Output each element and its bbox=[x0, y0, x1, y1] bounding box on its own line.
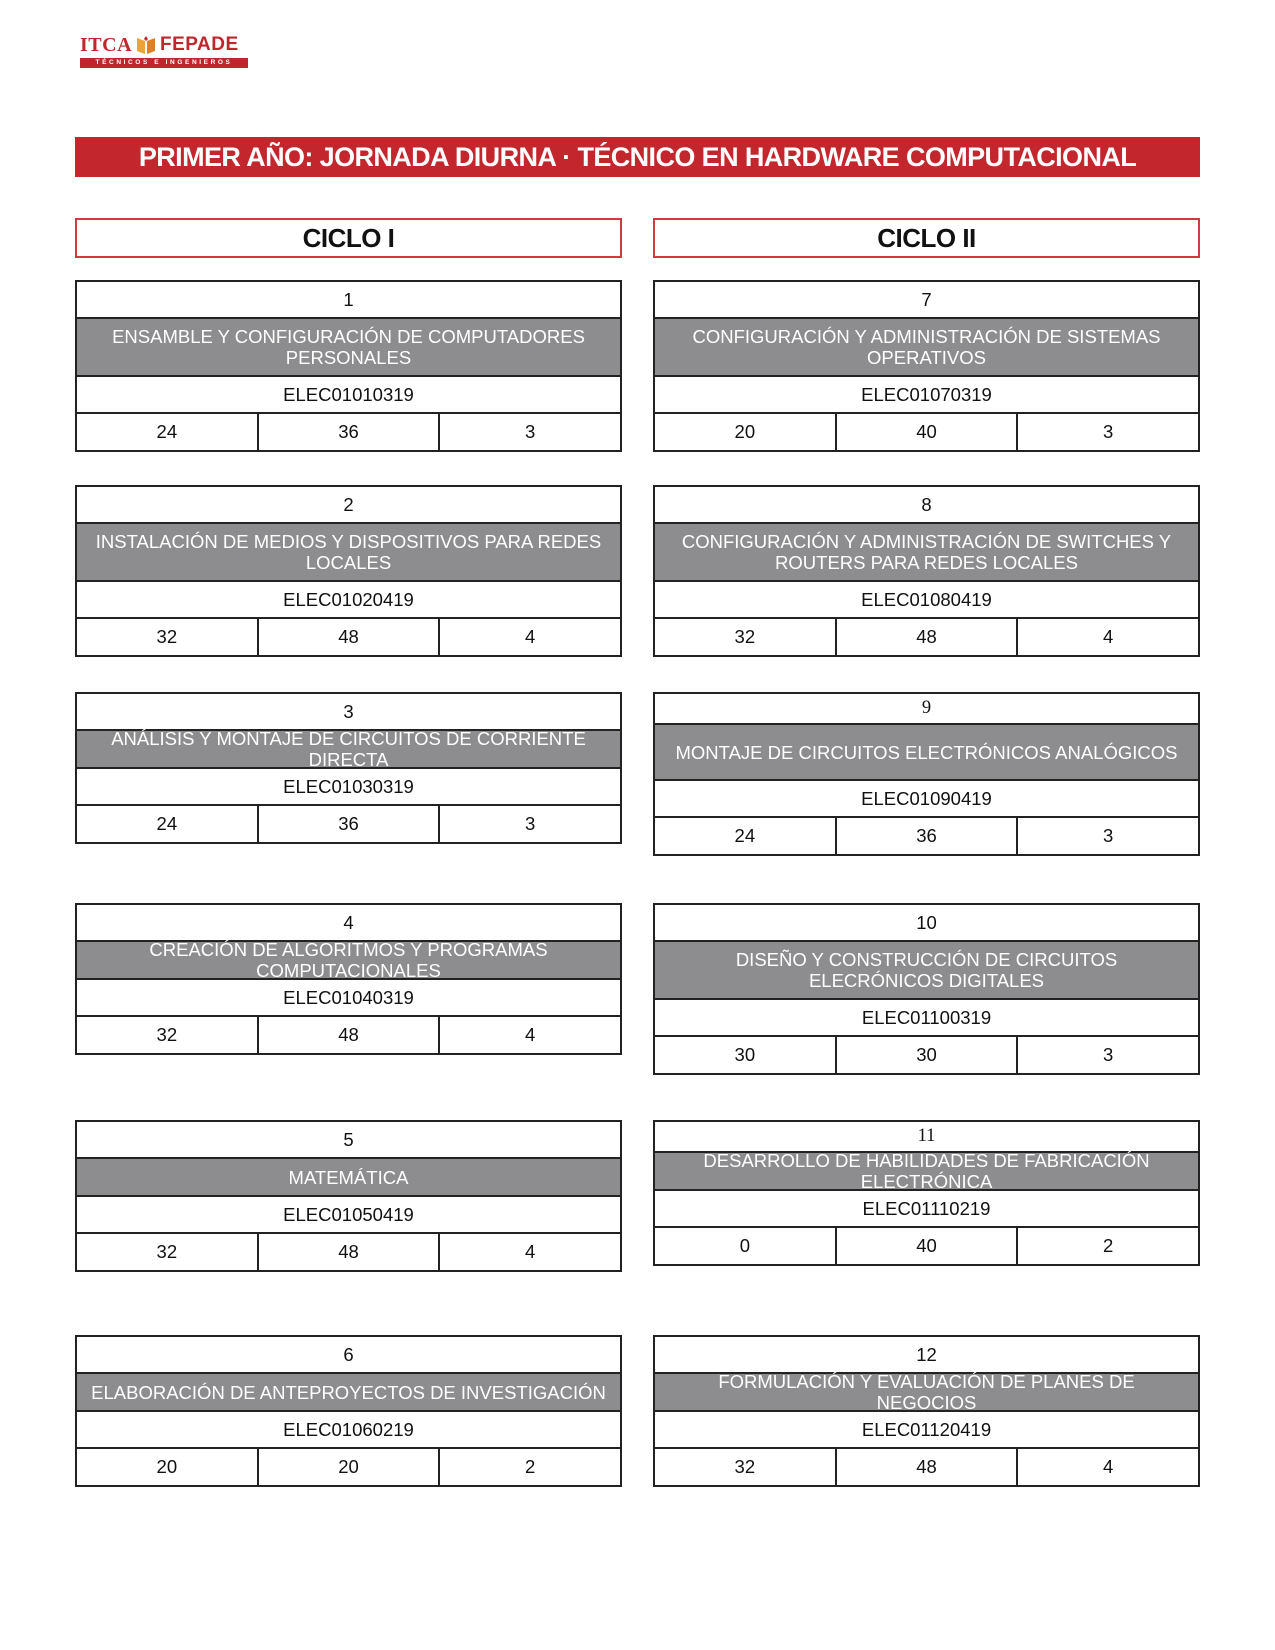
course-code: ELEC01100319 bbox=[655, 1000, 1198, 1037]
course-card bbox=[75, 280, 622, 452]
itca-fepade-logo bbox=[80, 34, 255, 68]
hours-value: 32 bbox=[655, 619, 837, 655]
units-value: 3 bbox=[1103, 825, 1114, 846]
course-name: ELABORACIÓN DE ANTEPROYECTOS DE INVESTIGACIÓN bbox=[77, 1374, 620, 1412]
course-hours bbox=[655, 1228, 1198, 1264]
units-value: 3 bbox=[1103, 421, 1114, 442]
hours-value: 40 bbox=[837, 1228, 1019, 1264]
course-hours bbox=[77, 1017, 620, 1053]
course-card bbox=[75, 1120, 622, 1272]
course-number: 2 bbox=[77, 487, 620, 524]
course-hours bbox=[77, 1234, 620, 1270]
course-hours bbox=[655, 619, 1198, 655]
course-code: ELEC01060219 bbox=[77, 1412, 620, 1449]
course-hours bbox=[77, 414, 620, 450]
course-number: 5 bbox=[77, 1122, 620, 1159]
cycle-2-header: CICLO II bbox=[653, 218, 1200, 258]
course-hours bbox=[77, 806, 620, 842]
hours-value: 36 bbox=[259, 414, 441, 450]
course-code: ELEC01110219 bbox=[655, 1191, 1198, 1228]
hours-value: 24 bbox=[655, 818, 837, 854]
units-value: 4 bbox=[525, 1241, 536, 1262]
course-hours bbox=[655, 1449, 1198, 1485]
course-name: CONFIGURACIÓN Y ADMINISTRACIÓN DE SISTEMAS OPERATIVOS bbox=[655, 319, 1198, 377]
hours-value: 48 bbox=[259, 1234, 441, 1270]
course-card bbox=[653, 692, 1200, 856]
hours-value: 0 bbox=[655, 1228, 837, 1264]
course-code: ELEC01070319 bbox=[655, 377, 1198, 414]
course-hours bbox=[655, 818, 1198, 854]
logo-fepade-text: FEPADE bbox=[160, 34, 239, 55]
course-hours bbox=[77, 1449, 620, 1485]
units-value: 3 bbox=[525, 421, 536, 442]
course-card bbox=[653, 1335, 1200, 1487]
units-value: 3 bbox=[525, 813, 536, 834]
course-name: ANÁLISIS Y MONTAJE DE CIRCUITOS DE CORRIENTE DIRECTA bbox=[77, 731, 620, 769]
course-card bbox=[653, 903, 1200, 1075]
course-number: 6 bbox=[77, 1337, 620, 1374]
hours-value: 40 bbox=[837, 414, 1019, 450]
course-hours bbox=[655, 1037, 1198, 1073]
book-emblem-icon bbox=[136, 35, 156, 55]
course-card bbox=[75, 485, 622, 657]
course-number: 1 bbox=[77, 282, 620, 319]
course-number: 4 bbox=[77, 905, 620, 942]
course-name: DISEÑO Y CONSTRUCCIÓN DE CIRCUITOS ELECRÓNICOS DIGITALES bbox=[655, 942, 1198, 1000]
hours-value: 48 bbox=[259, 1017, 441, 1053]
course-code: ELEC01080419 bbox=[655, 582, 1198, 619]
hours-value: 48 bbox=[837, 619, 1019, 655]
course-number: 8 bbox=[655, 487, 1198, 524]
course-name: FORMULACIÓN Y EVALUACIÓN DE PLANES DE NEGOCIOS bbox=[655, 1374, 1198, 1412]
course-code: ELEC01010319 bbox=[77, 377, 620, 414]
course-code: ELEC01050419 bbox=[77, 1197, 620, 1234]
hours-value: 36 bbox=[259, 806, 441, 842]
hours-value: 20 bbox=[259, 1449, 441, 1485]
course-name: CONFIGURACIÓN Y ADMINISTRACIÓN DE SWITCHES Y ROUTERS PARA REDES LOCALES bbox=[655, 524, 1198, 582]
hours-value: 30 bbox=[655, 1037, 837, 1073]
course-number: 12 bbox=[655, 1337, 1198, 1374]
hours-value: 20 bbox=[655, 414, 837, 450]
page-title: PRIMER AÑO: JORNADA DIURNA · TÉCNICO EN HARDWARE COMPUTACIONAL bbox=[75, 137, 1200, 177]
course-card bbox=[653, 1120, 1200, 1266]
course-code: ELEC01040319 bbox=[77, 980, 620, 1017]
course-card bbox=[653, 280, 1200, 452]
course-name: MATEMÁTICA bbox=[77, 1159, 620, 1197]
units-value: 4 bbox=[525, 1024, 536, 1045]
course-card bbox=[653, 485, 1200, 657]
hours-value: 30 bbox=[837, 1037, 1019, 1073]
course-name: INSTALACIÓN DE MEDIOS Y DISPOSITIVOS PARA REDES LOCALES bbox=[77, 524, 620, 582]
units-value: 4 bbox=[1103, 1456, 1114, 1477]
course-code: ELEC01090419 bbox=[655, 781, 1198, 818]
course-hours bbox=[655, 414, 1198, 450]
units-value: 4 bbox=[1103, 626, 1114, 647]
course-number: 10 bbox=[655, 905, 1198, 942]
course-number: 7 bbox=[655, 282, 1198, 319]
hours-value: 48 bbox=[837, 1449, 1019, 1485]
course-number: 11 bbox=[655, 1122, 1198, 1153]
course-card bbox=[75, 903, 622, 1055]
course-code: ELEC01030319 bbox=[77, 769, 620, 806]
logo-tagline: TÉCNICOS E INGENIEROS bbox=[80, 58, 248, 68]
course-code: ELEC01120419 bbox=[655, 1412, 1198, 1449]
units-value: 2 bbox=[525, 1456, 536, 1477]
course-name: ENSAMBLE Y CONFIGURACIÓN DE COMPUTADORES PERSONALES bbox=[77, 319, 620, 377]
hours-value: 20 bbox=[77, 1449, 259, 1485]
hours-value: 48 bbox=[259, 619, 441, 655]
course-name: DESARROLLO DE HABILIDADES DE FABRICACIÓN ELECTRÓNICA bbox=[655, 1153, 1198, 1191]
course-card bbox=[75, 692, 622, 844]
course-hours bbox=[77, 619, 620, 655]
hours-value: 24 bbox=[77, 806, 259, 842]
hours-value: 32 bbox=[655, 1449, 837, 1485]
units-value: 4 bbox=[525, 626, 536, 647]
course-number: 9 bbox=[655, 694, 1198, 725]
units-value: 3 bbox=[1103, 1044, 1114, 1065]
logo-itca-text: ITCA bbox=[80, 33, 133, 56]
hours-value: 24 bbox=[77, 414, 259, 450]
course-card bbox=[75, 1335, 622, 1487]
cycle-1-header: CICLO I bbox=[75, 218, 622, 258]
units-value: 2 bbox=[1103, 1235, 1114, 1256]
hours-value: 32 bbox=[77, 1017, 259, 1053]
course-code: ELEC01020419 bbox=[77, 582, 620, 619]
hours-value: 32 bbox=[77, 619, 259, 655]
hours-value: 36 bbox=[837, 818, 1019, 854]
course-name: MONTAJE DE CIRCUITOS ELECTRÓNICOS ANALÓGICOS bbox=[655, 725, 1198, 781]
course-name: CREACIÓN DE ALGORITMOS Y PROGRAMAS COMPUTACIONALES bbox=[77, 942, 620, 980]
hours-value: 32 bbox=[77, 1234, 259, 1270]
course-number: 3 bbox=[77, 694, 620, 731]
